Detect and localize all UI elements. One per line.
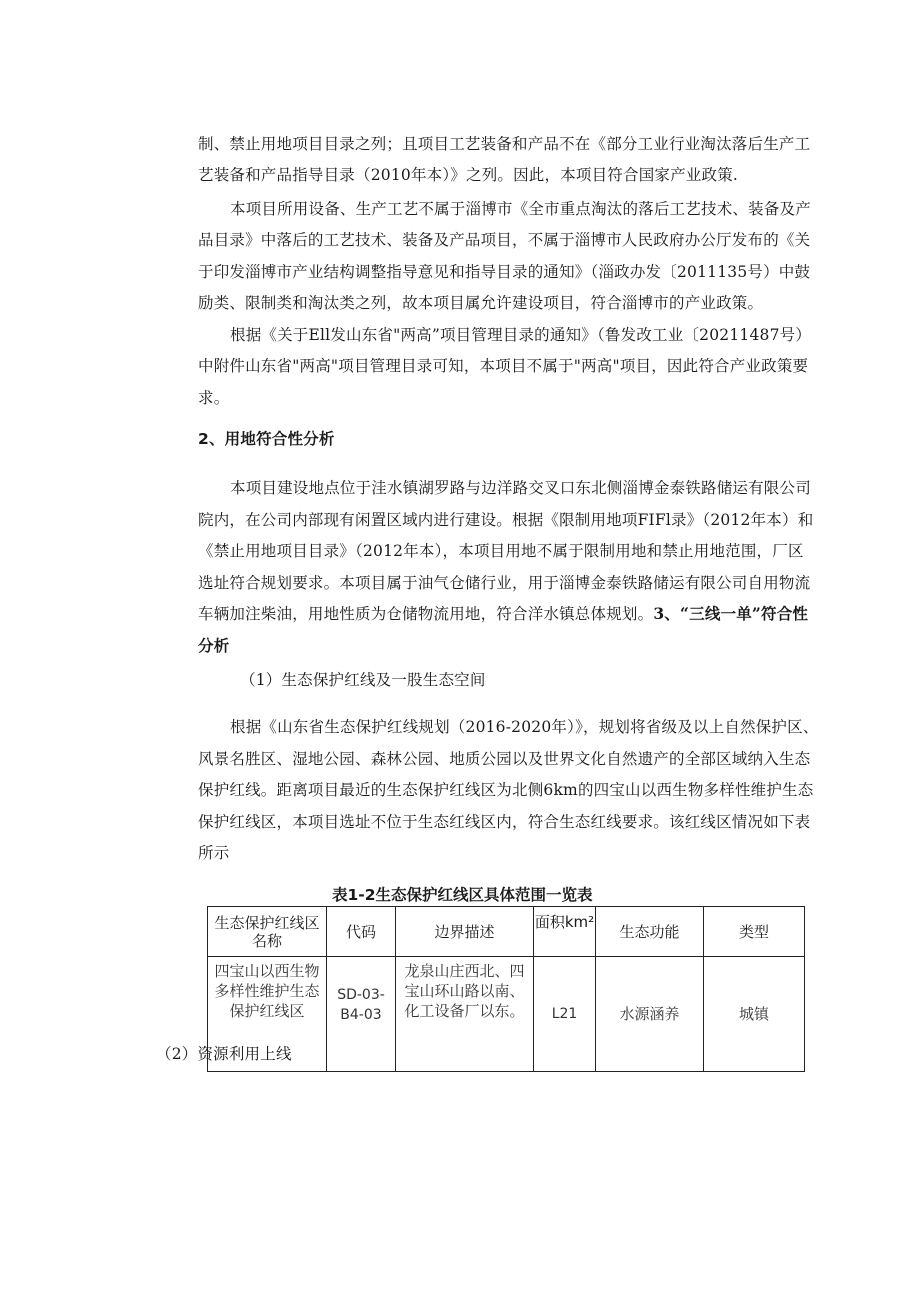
cell-type: 城镇	[704, 957, 805, 1072]
cell-name-line-3: 保护红线区	[229, 1002, 305, 1020]
paragraph-1-line-2: 艺装备和产品指导目录（2010年本）》之列。因此，本项目符合国家产业政策.	[198, 166, 739, 184]
cell-boundary	[396, 957, 534, 1072]
paragraph-2-line-3: 于印发淄博市产业结构调整指导意见和指导目录的通知》（淄政办发〔2011135号）中鼓	[198, 263, 811, 281]
header-area: 面积km²	[534, 907, 596, 957]
paragraph-4-line-5-text: 车辆加注柴油，用地性质为仓储物流用地，符合洋水镇总体规划。	[198, 605, 654, 623]
cell-boundary-line-3: 化工设备厂以东。	[404, 1002, 525, 1020]
section-heading-three-lines-cont: 分析	[198, 637, 230, 655]
header-name-line-2: 名称	[251, 931, 282, 950]
header-name-line-1: 生态保护红线区	[214, 913, 320, 932]
header-type: 类型	[704, 907, 805, 957]
paragraph-5-line-3: 保护红线。距离项目最近的生态保护红线区为北侧6km的四宝山以西生物多样性维护生态	[198, 781, 814, 799]
header-name	[208, 907, 327, 957]
paragraph-5-line-5: 所示	[198, 844, 230, 862]
paragraph-5-line-1: 根据《山东省生态保护红线规划（2016-2020年）》，规划将省级及以上自然保护区、	[230, 718, 819, 736]
table-caption: 表1-2生态保护红线区具体范围一览表	[332, 886, 593, 904]
cell-name-line-1: 四宝山以西生物	[214, 962, 320, 980]
ecological-redline-table	[207, 906, 805, 1072]
paragraph-5-line-2: 风景名胜区、湿地公园、森林公园、地质公园以及世界文化自然遗产的全部区域纳入生态	[198, 750, 811, 768]
subheading-resource-limit: （2）资源利用上线	[156, 1045, 292, 1063]
header-boundary: 边界描述	[396, 907, 534, 957]
subheading-ecological-redline: （1）生态保护红线及一股生态空间	[240, 671, 486, 689]
paragraph-2-line-4: 励类、限制类和淘汰类之列，故本项目属允许建设项目，符合淄博市的产业政策。	[198, 294, 764, 312]
table-row	[208, 957, 805, 1072]
paragraph-3-line-3: 求。	[198, 389, 230, 407]
cell-boundary-line-1: 龙泉山庄西北、四	[404, 962, 525, 980]
cell-name-line-2: 多样性维护生态	[214, 982, 320, 1000]
table-header-row	[208, 907, 805, 957]
paragraph-4-line-2: 院内，在公司内部现有闲置区域内进行建设。根据《限制用地项FIFl录》（2012年本）和	[198, 511, 814, 529]
paragraph-3-line-1: 根据《关于Ell发山东省"两高”项目管理目录的通知》（鲁发改工业〔20211487号）	[230, 326, 812, 344]
cell-code-line-2: B4-03	[340, 1007, 382, 1023]
paragraph-4-line-5	[198, 604, 808, 624]
paragraph-4-line-4: 选址符合规划要求。本项目属于油气仓储行业，用于淄博金泰铁路储运有限公司自用物流	[198, 574, 811, 592]
paragraph-4-line-3: 《禁止用地项目目录》（2012年本），本项目用地不属于限制用地和禁止用地范围，厂区	[198, 542, 804, 560]
header-function: 生态功能	[596, 907, 704, 957]
paragraph-5-line-4: 保护红线区，本项目选址不位于生态红线区内，符合生态红线要求。该红线区情况如下表	[198, 813, 811, 831]
section-heading-three-lines: 3、“三线一单”符合性	[653, 604, 809, 623]
cell-code-line-1: SD-03-	[337, 987, 385, 1003]
paragraph-2-line-1: 本项目所用设备、生产工艺不属于淄博市《全市重点淘汰的落后工艺技术、装备及产	[230, 200, 811, 218]
cell-area: L21	[534, 957, 596, 1072]
paragraph-2-line-2: 品目录》中落后的工艺技术、装备及产品项目，不属于淄博市人民政府办公厅发布的《关	[198, 231, 811, 249]
cell-boundary-line-2: 宝山环山路以南、	[404, 982, 525, 1000]
cell-code	[327, 957, 396, 1072]
paragraph-3-line-2: 中附件山东省"两高"项目管理目录可知，本项目不属于"两高"项目，因此符合产业政策要	[198, 357, 809, 375]
paragraph-1-line-1: 制、禁止用地项目目录之列；且项目工艺装备和产品不在《部分工业行业淘汰落后生产工	[198, 135, 811, 153]
header-code: 代码	[327, 907, 396, 957]
paragraph-4-line-1: 本项目建设地点位于洼水镇湖罗路与边洋路交叉口东北侧淄博金泰铁路储运有限公司	[230, 479, 811, 497]
cell-function: 水源涵养	[596, 957, 704, 1072]
section-heading-land-use: 2、用地符合性分析	[198, 430, 335, 448]
